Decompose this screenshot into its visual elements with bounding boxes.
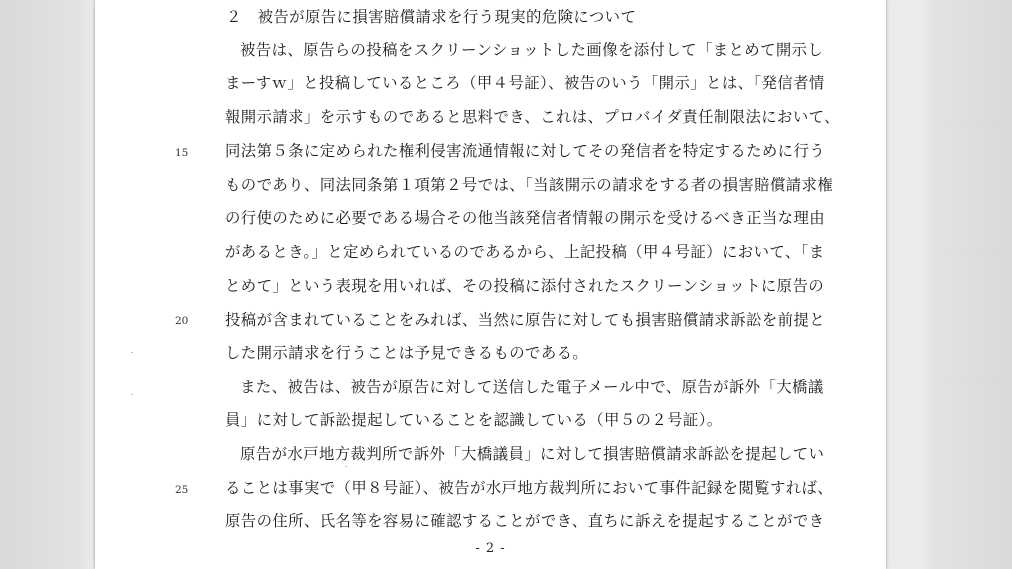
text-line-9: 投稿が含まれていることをみれば、当然に原告に対しても損害賠償請求訴訟を前提と	[225, 311, 826, 329]
scan-speck	[345, 466, 347, 467]
text-line-6: の行使のために必要である場合その他当該発信者情報の開示を受けるべき正当な理由	[225, 209, 826, 227]
text-line-2: まーすｗ」と投稿しているところ（甲４号証）、被告のいう「開示」とは、「発信者情	[225, 74, 825, 92]
text-line-10: した開示請求を行うことは予見できるものである。	[225, 344, 589, 362]
text-line-11: また、被告は、被告が原告に対して送信した電子メール中で、原告が訴外「大橋議	[240, 378, 824, 396]
text-line-3: 報開示請求」を示すものであると思料でき、これは、プロバイダ責任制限法において、	[225, 108, 840, 126]
text-line-12: 員」に対して訴訟提起していることを認識している（甲５の２号証）。	[225, 411, 723, 429]
section-heading: ２ 被告が原告に損害賠償請求を行う現実的危険について	[226, 8, 637, 26]
line-number-25: 25	[175, 484, 189, 496]
text-line-1: 被告は、原告らの投稿をスクリーンショットした画像を添付して「まとめて開示し	[240, 41, 824, 59]
page-number: - 2 -	[475, 541, 506, 556]
line-number-20: 20	[175, 315, 189, 327]
text-line-13: 原告が水戸地方裁判所で訴外「大橋議員」に対して損害賠償請求訴訟を提起してい	[240, 445, 825, 463]
text-line-7: があるとき。」と定められているのであるから、上記投稿（甲４号証）において、「ま	[225, 243, 825, 261]
text-line-4: 同法第５条に定められた権利侵害流通情報に対してその発信者を特定するために行う	[225, 142, 826, 160]
scan-speck	[131, 394, 133, 395]
document-page	[95, 0, 886, 569]
text-line-15: 原告の住所、氏名等を容易に確認することができ、直ちに訴えを提起することができ	[225, 512, 825, 530]
text-line-8: とめて」という表現を用いれば、その投稿に添付されたスクリーンショットに原告の	[225, 277, 825, 295]
text-line-5: ものであり、同法同条第１項第２号では、「当該開示の請求をする者の損害賠償請求権	[225, 176, 834, 194]
line-number-15: 15	[175, 147, 189, 159]
scan-speck	[131, 352, 133, 353]
text-line-14: ることは事実で（甲８号証）、被告が水戸地方裁判所において事件記録を閲覧すれば、	[225, 479, 834, 497]
